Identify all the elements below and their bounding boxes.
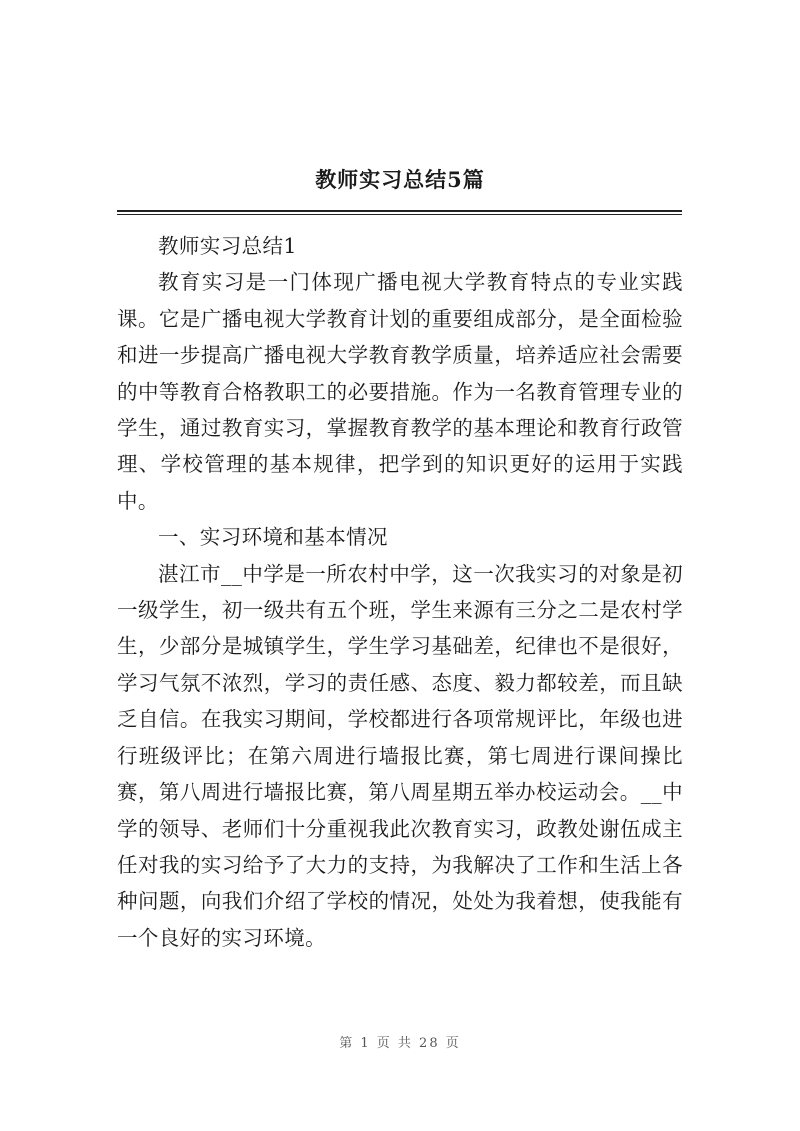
body-paragraph: 湛江市__中学是一所农村中学，这一次我实习的对象是初一级学生，初一级共有五个班，学生来源有三分之二是农村学生，少部分是城镇学生，学生学习基础差，纪律也不是很好，学习气氛不浓烈，学习的责任感、态度、毅力都较差，而且缺乏自信。在我实习期间，学校都进行各项常规评比，年级也进行班级评比；在第六周进行墙报比赛，第七周进行课间操比赛，第八周进行墙报比赛，第八周星期五举办校运动会。__中学的领导、老师们十分重视我此次教育实习，政教处谢伍成主任对我的实习给予了大力的支持，为我解决了工作和生活上各种问题，向我们介绍了学校的情况，处处为我着想，使我能有一个良好的实习环境。: [117, 561, 683, 950]
subsection-heading: 一、实习环境和基本情况: [158, 525, 388, 550]
title-divider-thin: [117, 214, 682, 215]
section-heading: 教师实习总结1: [158, 234, 297, 258]
document-title: 教师实习总结5篇: [315, 167, 485, 192]
title-divider: [117, 210, 682, 212]
body-paragraph: 教育实习是一门体现广播电视大学教育特点的专业实践课。它是广播电视大学教育计划的重要组成部分，是全面检验和进一步提高广播电视大学教育教学质量，培养适应社会需要的中等教育合格教职工的必要措施。作为一名教育管理专业的学生，通过教育实习，掌握教育教学的基本理论和教育行政管理、学校管理的基本规律，把学到的知识更好的运用于实践中。: [117, 270, 683, 513]
document-body: [117, 228, 683, 956]
page-number-footer: 第 1 页 共 28 页: [339, 1036, 461, 1051]
